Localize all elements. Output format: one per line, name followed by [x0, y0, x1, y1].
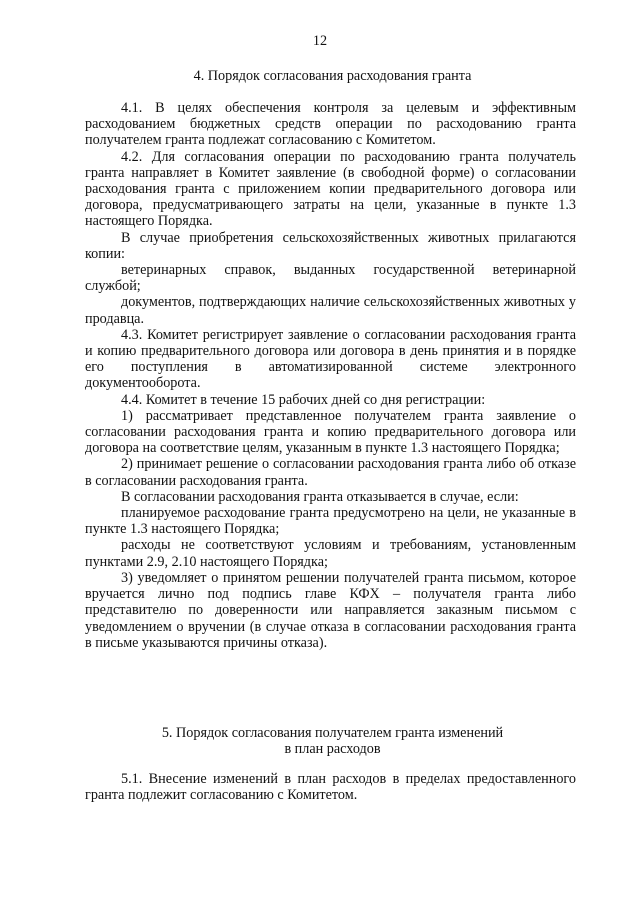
paragraph-4-1: 4.1. В целях обеспечения контроля за целевым и эффективным расходованием бюджетных средств операции по расходованию гранта получателем гранта подлежат согласованию с Комитетом. — [85, 100, 576, 149]
section-5-heading-line-2: в план расходов — [284, 741, 381, 758]
section-5-heading — [85, 725, 580, 757]
paragraph-4-4-item-3: 3) уведомляет о принятом решении получателей гранта письмом, которое вручается лично под подпись главе КФХ – получателя гранта либо представителю по доверенности или направляется заказным письмом с уведомлением о вручении (в случае отказа в согласовании расходования гранта в письме указываются причины отказа). — [85, 569, 576, 651]
paragraph-5-1: 5.1. Внесение изменений в план расходов в пределах предоставленного гранта подлежит согласованию с Комитетом. — [85, 771, 576, 804]
paragraph-4-2: 4.2. Для согласования операции по расходованию гранта получатель гранта направляет в Комитет заявление (в свободной форме) о согласовании расходования гранта с приложением копии предварительного договора или договора, предусматривающего затраты на цели, указанные в пункте 1.3 настоящего Порядка. — [85, 148, 576, 230]
section-4-body — [85, 100, 576, 651]
section-4-heading: 4. Порядок согласования расходования гранта — [193, 68, 472, 84]
paragraph-refusal-reason-2: расходы не соответствуют условиям и требованиям, установленным пунктами 2.9, 2.10 настоящего Порядка; — [85, 537, 576, 570]
paragraph-4-4-item-1: 1) рассматривает представленное получателем гранта заявление о согласовании расходования гранта и копию предварительного договора или договора на соответствие целям, указанным в пункте 1.3 настоящего Порядка; — [85, 407, 576, 457]
section-5-heading-line-1: 5. Порядок согласования получателем гранта изменений — [161, 725, 504, 741]
paragraph-refusal-reason-1: планируемое расходование гранта предусмотрено на цели, не указанные в пункте 1.3 настоящего Порядка; — [85, 505, 576, 538]
paragraph-ownership-documents: документов, подтверждающих наличие сельскохозяйственных животных у продавца. — [85, 294, 576, 327]
paragraph-refusal-intro: В согласовании расходования гранта отказывается в случае, если: — [121, 488, 519, 505]
paragraph-4-4-item-2: 2) принимает решение о согласовании расходования гранта либо об отказе в согласовании расходования гранта. — [85, 456, 576, 489]
page-number: 12 — [312, 33, 328, 49]
paragraph-vet-certificates: ветеринарных справок, выданных государственной ветеринарной службой; — [85, 262, 576, 295]
paragraph-4-4: 4.4. Комитет в течение 15 рабочих дней со дня регистрации: — [121, 391, 486, 408]
section-5-body — [85, 771, 576, 803]
paragraph-animals-intro: В случае приобретения сельскохозяйственных животных прилагаются копии: — [85, 229, 576, 262]
paragraph-4-3: 4.3. Комитет регистрирует заявление о согласовании расходования гранта и копию предварительного договора или договора в день принятия и в порядке его поступления в автоматизированной системе электронного документооборота. — [85, 326, 576, 392]
